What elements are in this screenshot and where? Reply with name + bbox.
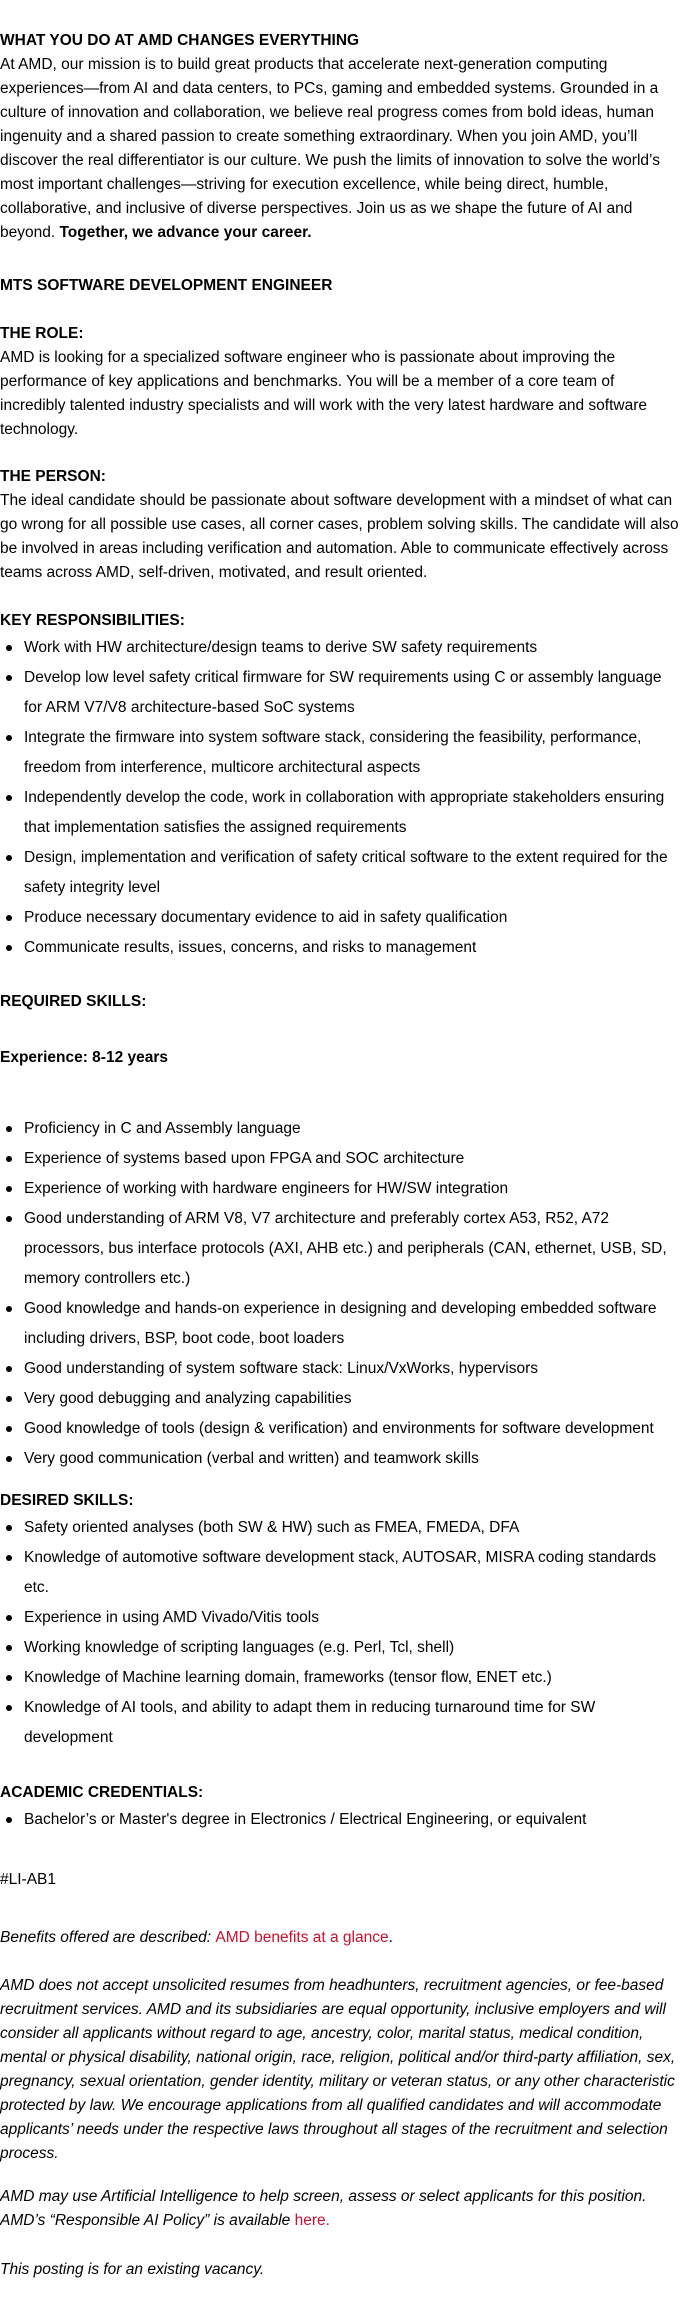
list-item: Experience of working with hardware engineers for HW/SW integration <box>0 1174 683 1204</box>
list-item: Knowledge of AI tools, and ability to adapt them in reducing turnaround time for SW development <box>0 1693 683 1753</box>
list-item: Integrate the firmware into system software stack, considering the feasibility, performance, freedom from interference, multicore architectural aspects <box>0 723 683 783</box>
eeo-statement: AMD does not accept unsolicited resumes from headhunters, recruitment agencies, or fee-based recruitment services. AMD and its subsidiaries are equal opportunity, inclusive employers and will consider all applicants without regard to age, ancestry, color, marital status, medical condition, mental or physical disability, national origin, race, religion, political and/or third-party affiliation, sex, pregnancy, sexual orientation, gender identity, military or veteran status, or any other characteristic protected by law. We encourage applications from all qualified candidates and will accommodate applicants’ needs under the respective laws throughout all stages of the recruitment and selection process. <box>0 1977 676 2162</box>
list-item: Develop low level safety critical firmware for SW requirements using C or assembly language for ARM V7/V8 architecture-based SoC systems <box>0 663 683 723</box>
benefits-prefix: Benefits offered are described: <box>0 1929 216 1946</box>
list-item: Experience of systems based upon FPGA and SOC architecture <box>0 1144 683 1174</box>
benefits-suffix: . <box>388 1929 393 1946</box>
list-item: Proficiency in C and Assembly language <box>0 1114 683 1144</box>
list-item: Bachelor’s or Master's degree in Electronics / Electrical Engineering, or equivalent <box>0 1805 683 1835</box>
list-item: Independently develop the code, work in collaboration with appropriate stakeholders ensuring that implementation satisfies the assigned requirements <box>0 783 683 843</box>
intro-body: At AMD, our mission is to build great products that accelerate next-generation computing experiences—from AI and data centers, to PCs, gaming and embedded systems. Grounded in a culture of innovation and collaboration, we believe real progress comes from bold ideas, human ingenuity and a shared passion to create something extraordinary. When you join AMD, you’ll discover the real differentiator is our culture. We push the limits of innovation to solve the world’s most important challenges—striving for execution excellence, while being direct, humble, collaborative, and inclusive of diverse perspectives. Join us as we shape the future of AI and beyond. <box>0 56 660 241</box>
intro-section <box>0 29 683 245</box>
benefits-link[interactable]: AMD benefits at a glance <box>215 1929 389 1946</box>
academic-list <box>0 1805 683 1835</box>
list-item: Knowledge of automotive software development stack, AUTOSAR, MISRA coding standards etc. <box>0 1543 683 1603</box>
intro-tagline: Together, we advance your career. <box>59 224 312 241</box>
list-item: Work with HW architecture/design teams to derive SW safety requirements <box>0 633 683 663</box>
list-item: Experience in using AMD Vivado/Vitis tools <box>0 1603 683 1633</box>
desired-section <box>0 1489 683 1753</box>
job-title: MTS SOFTWARE DEVELOPMENT ENGINEER <box>0 277 333 294</box>
person-body: The ideal candidate should be passionate about software development with a mindset of what can go wrong for all possible use cases, all corner cases, problem solving skills. The candidate will also be involved in areas including verification and automation. Able to communicate effectively across teams across AMD, self-driven, motivated, and result oriented. <box>0 492 679 581</box>
list-item: Safety oriented analyses (both SW & HW) such as FMEA, FMEDA, DFA <box>0 1513 683 1543</box>
list-item: Very good communication (verbal and written) and teamwork skills <box>0 1444 683 1474</box>
hashtag: #LI-AB1 <box>0 1871 57 1888</box>
academic-heading: ACADEMIC CREDENTIALS: <box>0 1784 204 1801</box>
role-heading: THE ROLE: <box>0 325 84 342</box>
role-section <box>0 322 683 442</box>
list-item: Good understanding of system software stack: Linux/VxWorks, hypervisors <box>0 1354 683 1384</box>
responsibilities-section <box>0 609 683 963</box>
list-item: Knowledge of Machine learning domain, frameworks (tensor flow, ENET etc.) <box>0 1663 683 1693</box>
required-list <box>0 1114 683 1474</box>
required-section <box>0 1114 683 1474</box>
ai-policy-statement <box>0 2185 683 2233</box>
intro-paragraph <box>0 53 683 245</box>
list-item: Design, implementation and verification of safety critical software to the extent required for the safety integrity level <box>0 843 683 903</box>
person-section <box>0 465 683 585</box>
ai-policy-text: AMD may use Artificial Intelligence to help screen, assess or select applicants for this position. AMD’s “Responsible AI Policy” is available <box>0 2188 647 2229</box>
person-heading: THE PERSON: <box>0 468 106 485</box>
responsibilities-list <box>0 633 683 963</box>
role-body: AMD is looking for a specialized software engineer who is passionate about improving the performance of key applications and benchmarks. You will be a member of a core team of incredibly talented industry specialists and will work with the very latest hardware and software technology. <box>0 349 647 438</box>
list-item: Produce necessary documentary evidence to aid in safety qualification <box>0 903 683 933</box>
academic-section <box>0 1781 683 1835</box>
list-item: Very good debugging and analyzing capabilities <box>0 1384 683 1414</box>
responsibilities-heading: KEY RESPONSIBILITIES: <box>0 612 185 629</box>
desired-list <box>0 1513 683 1753</box>
list-item: Good knowledge of tools (design & verification) and environments for software development <box>0 1414 683 1444</box>
list-item: Communicate results, issues, concerns, and risks to management <box>0 933 683 963</box>
desired-heading: DESIRED SKILLS: <box>0 1492 134 1509</box>
benefits-line <box>0 1926 683 1950</box>
list-item: Good knowledge and hands-on experience in designing and developing embedded software including drivers, BSP, boot code, boot loaders <box>0 1294 683 1354</box>
required-heading: REQUIRED SKILLS: <box>0 993 147 1010</box>
intro-heading: WHAT YOU DO AT AMD CHANGES EVERYTHING <box>0 32 360 49</box>
list-item: Working knowledge of scripting languages (e.g. Perl, Tcl, shell) <box>0 1633 683 1663</box>
list-item: Good understanding of ARM V8, V7 architecture and preferably cortex A53, R52, A72 processors, bus interface protocols (AXI, AHB etc.) and peripherals (CAN, ethernet, USB, SD, memory controllers etc.) <box>0 1204 683 1294</box>
vacancy-note: This posting is for an existing vacancy. <box>0 2261 265 2278</box>
experience-line: Experience: 8-12 years <box>0 1049 169 1066</box>
ai-policy-link[interactable]: here. <box>294 2212 330 2229</box>
